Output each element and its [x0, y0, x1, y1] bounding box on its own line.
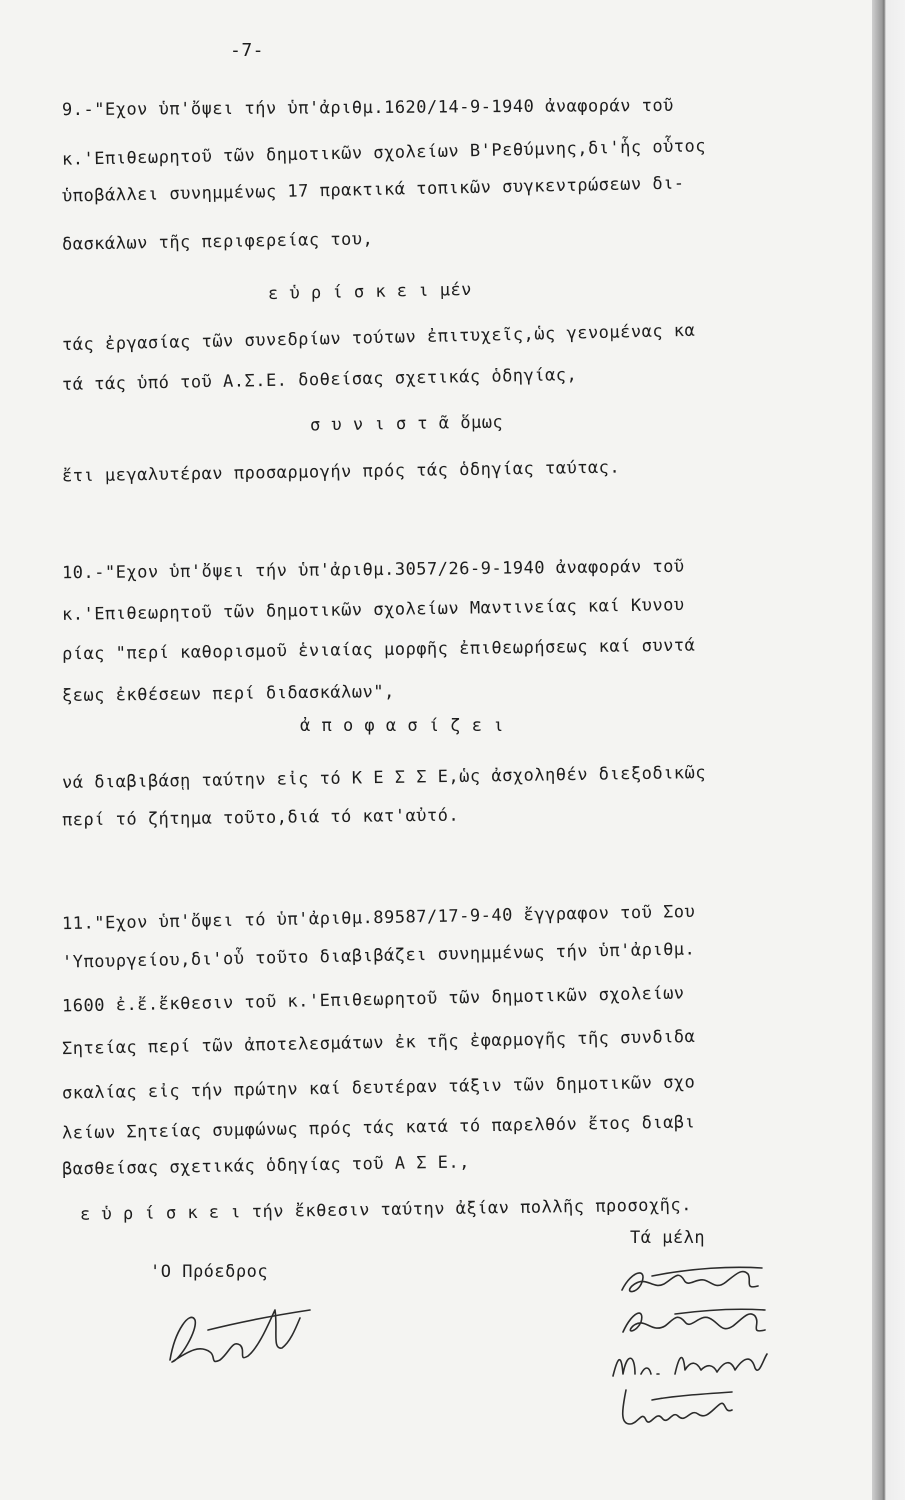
item-9-recommend-line-1: ἔτι μεγαλυτέραν προσαρμογήν πρός τάς ὁδηγίας ταύτας.	[61, 457, 621, 487]
item-11-line-1: 11."Εχον ὑπ'ὄψει τό ὑπ'ἀριθμ.89587/17-9-40 ἔγγραφον τοῦ Σου	[61, 901, 696, 935]
item-10-line-3: ρίας "περί καθορισμοῦ ἑνιαίας μορφῆς ἐπιθεωρήσεως καί συντά	[61, 635, 696, 665]
member-signature-1	[612, 1260, 772, 1305]
item-9-line-2: κ.'Επιθεωρητοῦ τῶν δημοτικῶν σχολείων Β'Ρεθύμνης,δι'ἧς οὗτος	[61, 136, 707, 170]
item-10-verdict-line-2: περί τό ζήτημα τοῦτο,διά τό κατ'αὐτό.	[61, 805, 460, 831]
item-9-verdict-line-1: τάς ἐργασίας τῶν συνεδρίων τούτων ἐπιτυχεῖς,ὡς γενομένας κα	[61, 320, 696, 356]
item-9-line-3: ὑποβάλλει συνημμένως 17 πρακτικά τοπικῶν συγκεντρώσεων δι-	[61, 173, 685, 207]
item-10-line-2: κ.'Επιθεωρητοῦ τῶν δημοτικῶν σχολείων Μαντινείας καί Κυνου	[61, 595, 685, 625]
item-11-verdict: ε ὑ ρ ί σ κ ε ι τήν ἔκθεσιν ταύτην ἀξίαν πολλῆς προσοχῆς.	[79, 1195, 693, 1225]
item-9-verdict-heading: ε ὑ ρ ί σ κ ε ι μέν	[267, 279, 473, 305]
item-10-verdict-line-1: νά διαβιβάσῃ ταύτην εἰς τό Κ Ε Σ Σ Ε,ὡς ἀσχοληθέν διεξοδικῶς	[61, 762, 707, 794]
item-11-line-7: βασθείσας σχετικάς ὁδηγίας τοῦ Α Σ Ε.,	[61, 1152, 471, 1180]
item-11-line-6: λείων Σητείας συμφώνως πρός τάς κατά τό παρελθόν ἔτος διαβι	[61, 1112, 696, 1144]
item-9-recommend-heading: σ υ ν ι σ τ ᾶ ὅμως	[309, 412, 504, 436]
scan-page-edge	[872, 0, 905, 1500]
item-9-verdict-line-2: τά τάς ὑπό τοῦ Α.Σ.Ε. δοθείσας σχετικάς ὁδηγίας,	[61, 365, 578, 395]
item-10-line-1: 10.-"Εχον ὑπ'ὄψει τήν ὑπ'ἀριθμ.3057/26-9-1940 ἀναφοράν τοῦ	[61, 556, 685, 584]
page-number: -7-	[230, 40, 265, 61]
members-label: Τά μέλη	[630, 1228, 706, 1248]
item-11-line-4: Σητείας περί τῶν ἀποτελεσμάτων ἐκ τῆς ἐφαρμογῆς τῆς συνδιδα	[61, 1026, 696, 1060]
president-signature	[150, 1290, 320, 1390]
item-11-line-2: 'Υπουργείου,δι'οὗ τοῦτο διαβιβάζει συνημμένως τήν ὑπ'ἀριθμ.	[61, 939, 696, 973]
member-signature-2	[615, 1300, 775, 1345]
item-11-line-3: 1600 ἐ.ἔ.ἔκθεσιν τοῦ κ.'Επιθεωρητοῦ τῶν δημοτικῶν σχολείων	[61, 983, 685, 1017]
item-10-line-4: ξεως ἐκθέσεων περί διδασκάλων",	[61, 681, 395, 707]
item-11-line-5: σκαλίας εἰς τήν πρώτην καί δευτέραν τάξιν τῶν δημοτικῶν σχο	[61, 1072, 696, 1104]
item-9-line-4: δασκάλων τῆς περιφερείας του,	[61, 229, 374, 255]
president-label: 'Ο Πρόεδρος	[150, 1262, 269, 1282]
member-signature-3	[605, 1340, 775, 1385]
member-signature-4	[612, 1380, 742, 1435]
item-10-verdict-heading: ἀ π ο φ α σ ί ζ ε ι	[300, 716, 504, 736]
item-9-line-1: 9.-"Εχον ὑπ'ὄψει τήν ὑπ'ἀριθμ.1620/14-9-1940 ἀναφοράν τοῦ	[61, 95, 674, 121]
